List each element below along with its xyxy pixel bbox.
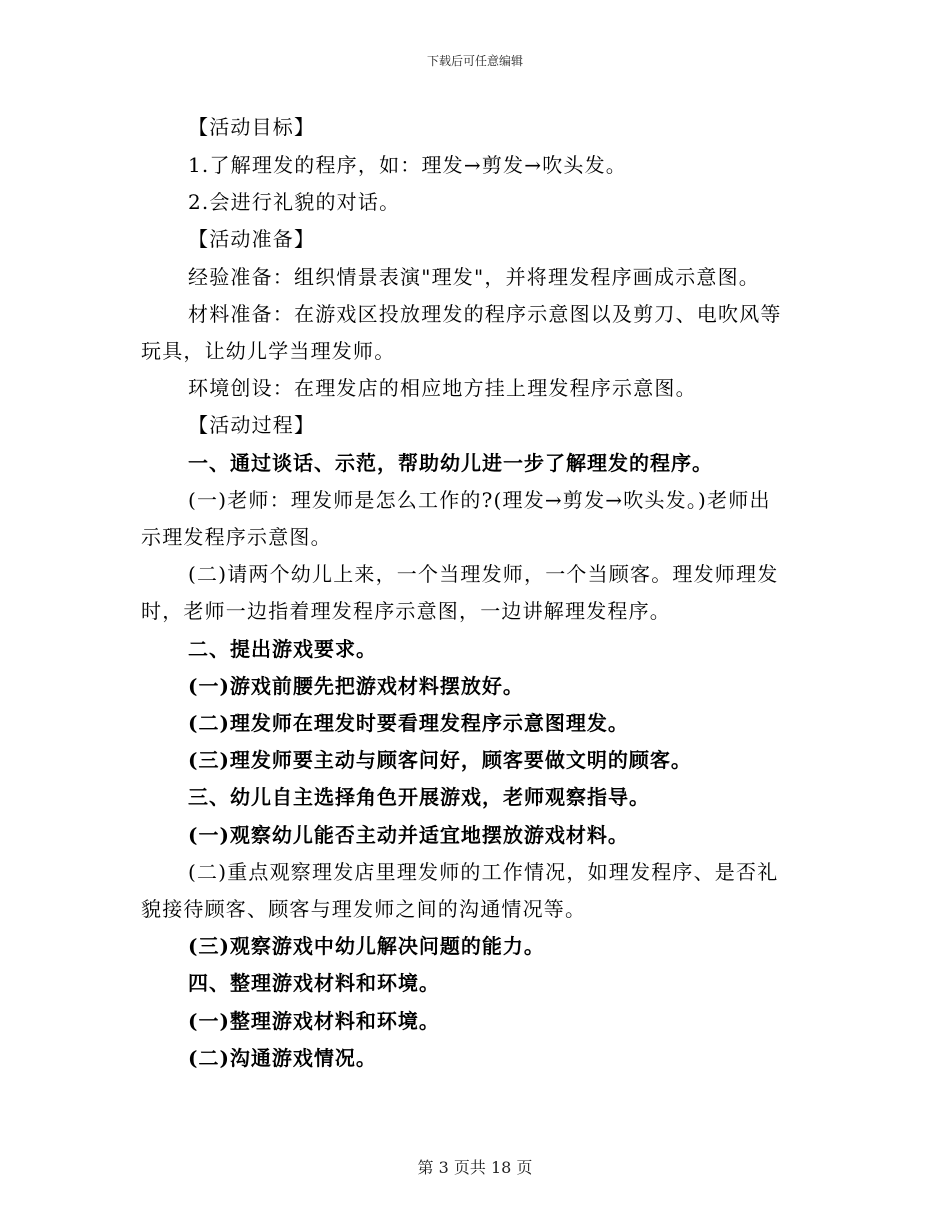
paragraph-material-prep-cont: 玩具，让幼儿学当理发师。: [141, 339, 396, 363]
goal-item-1: 1.了解理发的程序，如：理发→剪发→吹头发。: [188, 153, 627, 177]
section-heading-goals: 【活动目标】: [188, 115, 316, 139]
paragraph-environment: 环境创设：在理发店的相应地方挂上理发程序示意图。: [188, 376, 697, 400]
paragraph-step1-a-cont: 示理发程序示意图。: [141, 525, 332, 549]
paragraph-step3-c: (三)观察游戏中幼儿解决问题的能力。: [188, 934, 545, 958]
step-heading-4: 四、整理游戏材料和环境。: [188, 971, 440, 995]
goal-item-2: 2.会进行礼貌的对话。: [188, 190, 401, 214]
step-heading-2: 二、提出游戏要求。: [188, 637, 377, 661]
paragraph-step3-b-cont: 貌接待顾客、顾客与理发师之间的沟通情况等。: [141, 897, 587, 921]
paragraph-step4-b: (二)沟通游戏情况。: [188, 1046, 377, 1070]
section-heading-preparation: 【活动准备】: [188, 227, 316, 251]
paragraph-material-prep: 材料准备：在游戏区投放理发的程序示意图以及剪刀、电吹风等: [188, 302, 782, 326]
page-header: 下载后可任意编辑: [426, 54, 523, 68]
paragraph-step2-c: (三)理发师要主动与顾客问好，顾客要做文明的顾客。: [188, 748, 692, 772]
paragraph-step4-a: (一)整理游戏材料和环境。: [188, 1009, 440, 1033]
paragraph-step2-b: (二)理发师在理发时要看理发程序示意图理发。: [188, 711, 629, 735]
step-heading-1: 一、通过谈话、示范，帮助幼儿进一步了解理发的程序。: [188, 451, 713, 475]
paragraph-step1-b-cont: 时，老师一边指着理发程序示意图，一边讲解理发程序。: [141, 599, 671, 623]
section-heading-process: 【活动过程】: [188, 413, 316, 437]
paragraph-step2-a: (一)游戏前腰先把游戏材料摆放好。: [188, 674, 524, 698]
step-heading-3: 三、幼儿自主选择角色开展游戏，老师观察指导。: [188, 785, 650, 809]
paragraph-step1-a: (一)老师：理发师是怎么工作的?(理发→剪发→吹头发。)老师出: [188, 488, 771, 512]
paragraph-step3-b: (二)重点观察理发店里理发师的工作情况，如理发程序、是否礼: [188, 860, 779, 884]
paragraph-step3-a: (一)观察幼儿能否主动并适宜地摆放游戏材料。: [188, 823, 629, 847]
paragraph-experience-prep: 经验准备：组织情景表演"理发"，并将理发程序画成示意图。: [188, 265, 760, 289]
paragraph-step1-b: (二)请两个幼儿上来，一个当理发师，一个当顾客。理发师理发: [188, 562, 779, 586]
page-footer: 第 3 页共 18 页: [417, 1158, 533, 1177]
